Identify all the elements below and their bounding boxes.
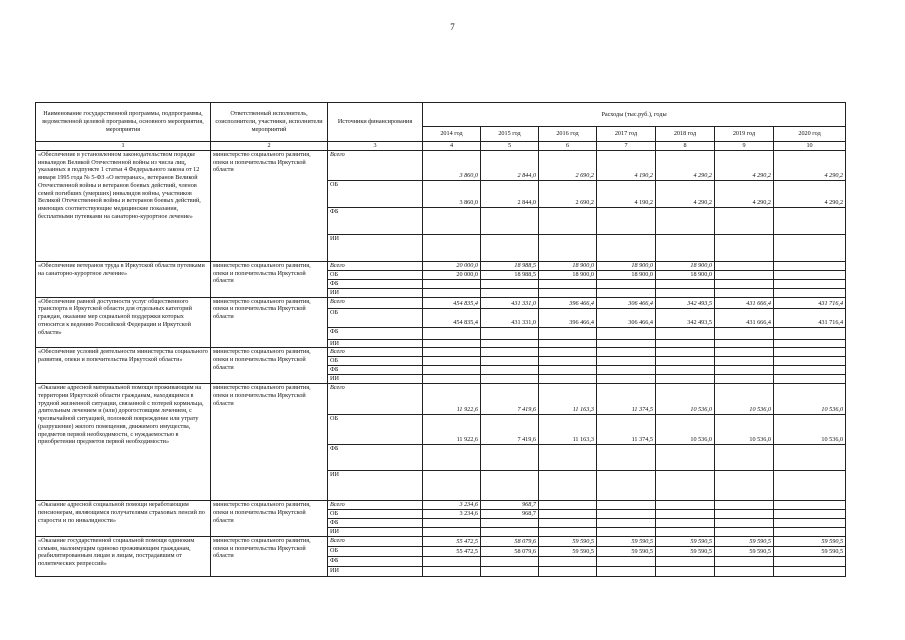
expense-value	[774, 566, 846, 576]
expense-value	[423, 288, 481, 297]
expense-value: 4 290,2	[774, 180, 846, 207]
expense-value	[539, 510, 597, 519]
expense-value: 59 590,5	[539, 546, 597, 556]
expense-value	[539, 327, 597, 339]
funding-source: ОБ	[328, 308, 423, 327]
expense-value: 18 900,0	[597, 261, 656, 270]
expense-value	[539, 279, 597, 288]
expense-value: 18 988,5	[481, 261, 539, 270]
expense-value	[597, 471, 656, 501]
funding-source: Всего	[328, 384, 423, 415]
year-header: 2016 год	[539, 127, 597, 142]
expense-value	[715, 357, 774, 366]
expense-value: 2 844,0	[481, 180, 539, 207]
expense-value	[539, 207, 597, 234]
expense-value: 4 190,2	[597, 150, 656, 180]
expense-value: 431 716,4	[774, 308, 846, 327]
year-header: 2018 год	[656, 127, 715, 142]
expense-value	[597, 510, 656, 519]
funding-source: Всего	[328, 261, 423, 270]
expense-value	[423, 366, 481, 375]
expense-value: 4 290,2	[656, 180, 715, 207]
expense-value	[597, 339, 656, 348]
expense-value: 342 493,5	[656, 297, 715, 308]
expense-value	[656, 528, 715, 537]
funding-source: Всего	[328, 536, 423, 546]
expense-value	[656, 288, 715, 297]
expense-value: 10 536,0	[774, 384, 846, 415]
expense-value	[539, 375, 597, 384]
expense-value: 431 666,4	[715, 308, 774, 327]
funding-source: ИИ	[328, 339, 423, 348]
expense-value	[597, 445, 656, 471]
expense-value: 11 163,3	[539, 415, 597, 445]
executor: министерство социального развития, опеки и попечительства Иркутской области	[211, 501, 328, 537]
expense-value: 7 419,6	[481, 384, 539, 415]
expense-value	[774, 556, 846, 566]
expense-value: 10 536,0	[715, 415, 774, 445]
expense-value	[656, 234, 715, 261]
funding-source: ФБ	[328, 445, 423, 471]
funding-source: ФБ	[328, 366, 423, 375]
expense-value	[715, 566, 774, 576]
expense-value	[481, 556, 539, 566]
expense-value	[423, 519, 481, 528]
expense-value	[539, 471, 597, 501]
expense-value	[715, 279, 774, 288]
expense-value	[656, 327, 715, 339]
expense-value: 58 079,6	[481, 546, 539, 556]
expense-value: 306 466,4	[597, 308, 656, 327]
expense-value	[423, 279, 481, 288]
measure-name: «Обеспечение условий деятельности министерства социального развития, опеки и попечительства Иркутской области»	[36, 348, 211, 384]
expense-value: 55 472,5	[423, 536, 481, 546]
expense-value	[481, 357, 539, 366]
expense-value	[656, 207, 715, 234]
expense-value	[597, 375, 656, 384]
expense-value	[774, 510, 846, 519]
expense-value	[597, 348, 656, 357]
funding-source: ИИ	[328, 375, 423, 384]
expense-value	[715, 510, 774, 519]
table-row	[36, 297, 846, 308]
executor: министерство социального развития, опеки и попечительства Иркутской области	[211, 348, 328, 384]
expense-value: 431 331,0	[481, 297, 539, 308]
expense-value: 18 900,0	[539, 261, 597, 270]
expense-value	[423, 566, 481, 576]
expense-value	[423, 528, 481, 537]
expense-value	[774, 207, 846, 234]
expense-value	[539, 339, 597, 348]
expense-value	[715, 348, 774, 357]
year-header: 2014 год	[423, 127, 481, 142]
table-row	[36, 384, 846, 415]
expense-value	[481, 207, 539, 234]
expense-value	[539, 348, 597, 357]
page-number: 7	[450, 22, 455, 32]
expense-value	[715, 556, 774, 566]
funding-source: ИИ	[328, 234, 423, 261]
expense-value	[715, 288, 774, 297]
table-row	[36, 150, 846, 180]
funding-source: ИИ	[328, 566, 423, 576]
expense-value: 4 290,2	[715, 180, 774, 207]
expense-value: 20 000,0	[423, 270, 481, 279]
expense-value: 454 835,4	[423, 308, 481, 327]
expense-value	[481, 327, 539, 339]
expense-value	[539, 501, 597, 510]
funding-source: Всего	[328, 501, 423, 510]
expense-value	[656, 471, 715, 501]
expense-value	[481, 566, 539, 576]
budget-table	[35, 102, 846, 577]
expense-value	[481, 375, 539, 384]
measure-name: «Обеспечение в установленном законодательством порядке инвалидов Великой Отечественной войны из числа лиц, указанных в подпункте 1 статьи 4 Федерального закона от 12 января 1995 года № 5-ФЗ «О ветеранах», ветеранов Великой Отечественной войны и ветеранов боевых действий, членов семей погибших (умерших) инвалидов войны, участников Великой Отечественной войны и ветеранов боевых действий, имеющих соответствующие медицинские показания, бесплатными путевками на санаторно-курортное лечение»	[36, 150, 211, 261]
expense-value	[539, 445, 597, 471]
column-index: 5	[481, 142, 539, 151]
expense-value	[423, 375, 481, 384]
header-executor: Ответственный исполнитель, соисполнители, участники, исполнители мероприятий	[211, 103, 328, 142]
funding-source: Всего	[328, 297, 423, 308]
expense-value	[423, 207, 481, 234]
expense-value	[656, 519, 715, 528]
expense-value: 10 536,0	[774, 415, 846, 445]
year-header: 2015 год	[481, 127, 539, 142]
expense-value: 2 844,0	[481, 150, 539, 180]
executor: министерство социального развития, опеки и попечительства Иркутской области	[211, 536, 328, 576]
expense-value: 20 000,0	[423, 261, 481, 270]
expense-value	[774, 501, 846, 510]
expense-value	[481, 445, 539, 471]
expense-value	[656, 445, 715, 471]
expense-value	[715, 445, 774, 471]
expense-value	[423, 445, 481, 471]
expense-value	[656, 279, 715, 288]
column-index: 7	[597, 142, 656, 151]
measure-name: «Оказание адресной материальной помощи проживающим на территории Иркутской области гражданам, находящимся в трудной жизненной ситуации, связанной с потерей кормильца, длительным лечением и (или) дорогостоящим лечением, с чрезвычайной ситуацией, полонкой повреждение или утрату (разрушение) жилого помещения, движимого имущества, предметов первой необходимости, с нуждаемостью в приобретении предметов первой необходимости»	[36, 384, 211, 501]
expense-value	[539, 288, 597, 297]
expense-value: 18 988,5	[481, 270, 539, 279]
funding-source: ФБ	[328, 207, 423, 234]
expense-value: 59 590,5	[715, 546, 774, 556]
funding-source: ОБ	[328, 415, 423, 445]
expense-value	[656, 501, 715, 510]
expense-value	[774, 471, 846, 501]
expense-value	[423, 339, 481, 348]
expense-value: 968,7	[481, 501, 539, 510]
expense-value: 59 590,5	[539, 536, 597, 546]
column-index: 4	[423, 142, 481, 151]
expense-value	[715, 207, 774, 234]
expense-value	[597, 501, 656, 510]
expense-value	[774, 445, 846, 471]
expense-value	[539, 234, 597, 261]
expense-value	[774, 348, 846, 357]
table-row	[36, 348, 846, 357]
executor: министерство социального развития, опеки и попечительства Иркутской области	[211, 297, 328, 348]
column-index: 10	[774, 142, 846, 151]
expense-value	[774, 519, 846, 528]
expense-value	[656, 556, 715, 566]
expense-value	[774, 279, 846, 288]
expense-value: 342 493,5	[656, 308, 715, 327]
expense-value	[597, 519, 656, 528]
funding-source: ИИ	[328, 471, 423, 501]
expense-value	[423, 556, 481, 566]
funding-source: Всего	[328, 348, 423, 357]
expense-value: 11 922,6	[423, 384, 481, 415]
expense-value: 3 234,6	[423, 501, 481, 510]
expense-value	[656, 348, 715, 357]
expense-value: 968,7	[481, 510, 539, 519]
measure-name: «Обеспечение ветеранов труда в Иркутской области путевками на санаторно-курортное лечение»	[36, 261, 211, 297]
expense-value	[774, 357, 846, 366]
expense-value	[715, 519, 774, 528]
expense-value: 3 234,6	[423, 510, 481, 519]
measure-name: «Оказание адресной социальной помощи неработающим пенсионерам, являющимся получателями страховых пенсий по старости и по инвалидности»	[36, 501, 211, 537]
expense-value: 431 666,4	[715, 297, 774, 308]
expense-value	[774, 270, 846, 279]
expense-value	[597, 207, 656, 234]
expense-value	[481, 339, 539, 348]
expense-value	[481, 519, 539, 528]
expense-value	[656, 357, 715, 366]
expense-value	[423, 357, 481, 366]
expense-value: 11 374,5	[597, 384, 656, 415]
funding-source: ФБ	[328, 556, 423, 566]
executor: министерство социального развития, опеки и попечительства Иркутской области	[211, 150, 328, 261]
expense-value	[774, 234, 846, 261]
expense-value: 4 290,2	[774, 150, 846, 180]
expense-value	[715, 270, 774, 279]
expense-value	[715, 339, 774, 348]
expense-value: 2 690,2	[539, 180, 597, 207]
expense-value: 58 079,6	[481, 536, 539, 546]
expense-value	[715, 501, 774, 510]
column-index: 3	[328, 142, 423, 151]
expense-value: 11 374,5	[597, 415, 656, 445]
expense-value: 59 590,5	[656, 546, 715, 556]
expense-value	[597, 528, 656, 537]
expense-value	[481, 471, 539, 501]
executor: министерство социального развития, опеки и попечительства Иркутской области	[211, 261, 328, 297]
expense-value: 10 536,0	[715, 384, 774, 415]
expense-value: 7 419,6	[481, 415, 539, 445]
expense-value	[597, 234, 656, 261]
expense-value	[656, 510, 715, 519]
funding-source: ОБ	[328, 357, 423, 366]
expense-value	[481, 234, 539, 261]
expense-value: 18 900,0	[656, 270, 715, 279]
expense-value	[539, 556, 597, 566]
expense-value	[597, 279, 656, 288]
expense-value	[715, 375, 774, 384]
expense-value	[423, 327, 481, 339]
header-source: Источники финансирования	[328, 103, 423, 142]
expense-value: 3 860,0	[423, 180, 481, 207]
expense-value	[597, 357, 656, 366]
expense-value	[774, 327, 846, 339]
expense-value	[774, 528, 846, 537]
expense-value: 306 466,4	[597, 297, 656, 308]
expense-value	[774, 366, 846, 375]
expense-value	[539, 566, 597, 576]
column-index: 6	[539, 142, 597, 151]
expense-value	[423, 234, 481, 261]
expense-value: 18 900,0	[656, 261, 715, 270]
column-index: 9	[715, 142, 774, 151]
expense-value: 59 590,5	[656, 536, 715, 546]
expense-value	[539, 366, 597, 375]
expense-value	[597, 288, 656, 297]
header-name: Наименование государственной программы, подпрограммы, ведомственной целевой программы, основного мероприятия, мероприятия	[36, 103, 211, 142]
expense-value: 55 472,5	[423, 546, 481, 556]
expense-value	[656, 366, 715, 375]
expense-value	[481, 279, 539, 288]
executor: министерство социального развития, опеки и попечительства Иркутской области	[211, 384, 328, 501]
expense-value: 59 590,5	[774, 536, 846, 546]
expense-value	[656, 375, 715, 384]
funding-source: ОБ	[328, 270, 423, 279]
measure-name: «Оказание государственной социальной помощи одиноким семьям, малоимущим одиноко проживающим гражданам, реабилитированным лицам и лицам, пострадавшим от политических репрессий»	[36, 536, 211, 576]
expense-value	[597, 566, 656, 576]
funding-source: ФБ	[328, 519, 423, 528]
expense-value	[774, 375, 846, 384]
measure-name: «Обеспечение равной доступности услуг общественного транспорта в Иркутской области для отдельных категорий граждан, оказание мер социальной поддержки которых относится к ведению Российской Федерации и Иркутской области»	[36, 297, 211, 348]
expense-value	[539, 519, 597, 528]
expense-value: 454 835,4	[423, 297, 481, 308]
expense-value	[656, 566, 715, 576]
expense-value: 4 290,2	[715, 150, 774, 180]
funding-source: ОБ	[328, 510, 423, 519]
expense-value	[597, 327, 656, 339]
column-index: 2	[211, 142, 328, 151]
funding-source: ИИ	[328, 288, 423, 297]
expense-value: 18 900,0	[539, 270, 597, 279]
expense-value: 11 163,3	[539, 384, 597, 415]
expense-value	[481, 528, 539, 537]
table-row	[36, 501, 846, 510]
year-header: 2019 год	[715, 127, 774, 142]
expense-value	[715, 234, 774, 261]
table-row	[36, 536, 846, 546]
expense-value: 4 290,2	[656, 150, 715, 180]
expense-value	[539, 528, 597, 537]
expense-value: 431 331,0	[481, 308, 539, 327]
expense-value: 59 590,5	[774, 546, 846, 556]
expense-value	[715, 471, 774, 501]
expense-value: 10 536,0	[656, 415, 715, 445]
expense-value	[715, 261, 774, 270]
table-row	[36, 261, 846, 270]
expense-value	[715, 366, 774, 375]
header-expenses: Расходы (тыс.руб.), годы	[423, 103, 846, 127]
expense-value	[481, 288, 539, 297]
funding-source: ФБ	[328, 327, 423, 339]
expense-value: 396 466,4	[539, 297, 597, 308]
funding-source: Всего	[328, 150, 423, 180]
expense-value	[656, 339, 715, 348]
expense-value	[423, 471, 481, 501]
expense-value: 59 590,5	[597, 536, 656, 546]
expense-value: 431 716,4	[774, 297, 846, 308]
expense-value	[774, 339, 846, 348]
expense-value	[423, 348, 481, 357]
expense-value: 3 860,0	[423, 150, 481, 180]
expense-value: 18 900,0	[597, 270, 656, 279]
year-header: 2017 год	[597, 127, 656, 142]
column-index: 1	[36, 142, 211, 151]
expense-value	[774, 288, 846, 297]
expense-value	[539, 357, 597, 366]
expense-value	[597, 366, 656, 375]
expense-value: 396 466,4	[539, 308, 597, 327]
funding-source: ОБ	[328, 180, 423, 207]
expense-value	[481, 366, 539, 375]
expense-value	[774, 261, 846, 270]
expense-value: 2 690,2	[539, 150, 597, 180]
expense-value: 11 922,6	[423, 415, 481, 445]
expense-value	[597, 556, 656, 566]
year-header: 2020 год	[774, 127, 846, 142]
expense-value: 4 190,2	[597, 180, 656, 207]
expense-value: 59 590,5	[597, 546, 656, 556]
expense-value: 59 590,5	[715, 536, 774, 546]
funding-source: ФБ	[328, 279, 423, 288]
expense-value	[715, 327, 774, 339]
expense-value: 10 536,0	[656, 384, 715, 415]
expense-value	[481, 348, 539, 357]
funding-source: ОБ	[328, 546, 423, 556]
expense-value	[715, 528, 774, 537]
column-index: 8	[656, 142, 715, 151]
funding-source: ИИ	[328, 528, 423, 537]
